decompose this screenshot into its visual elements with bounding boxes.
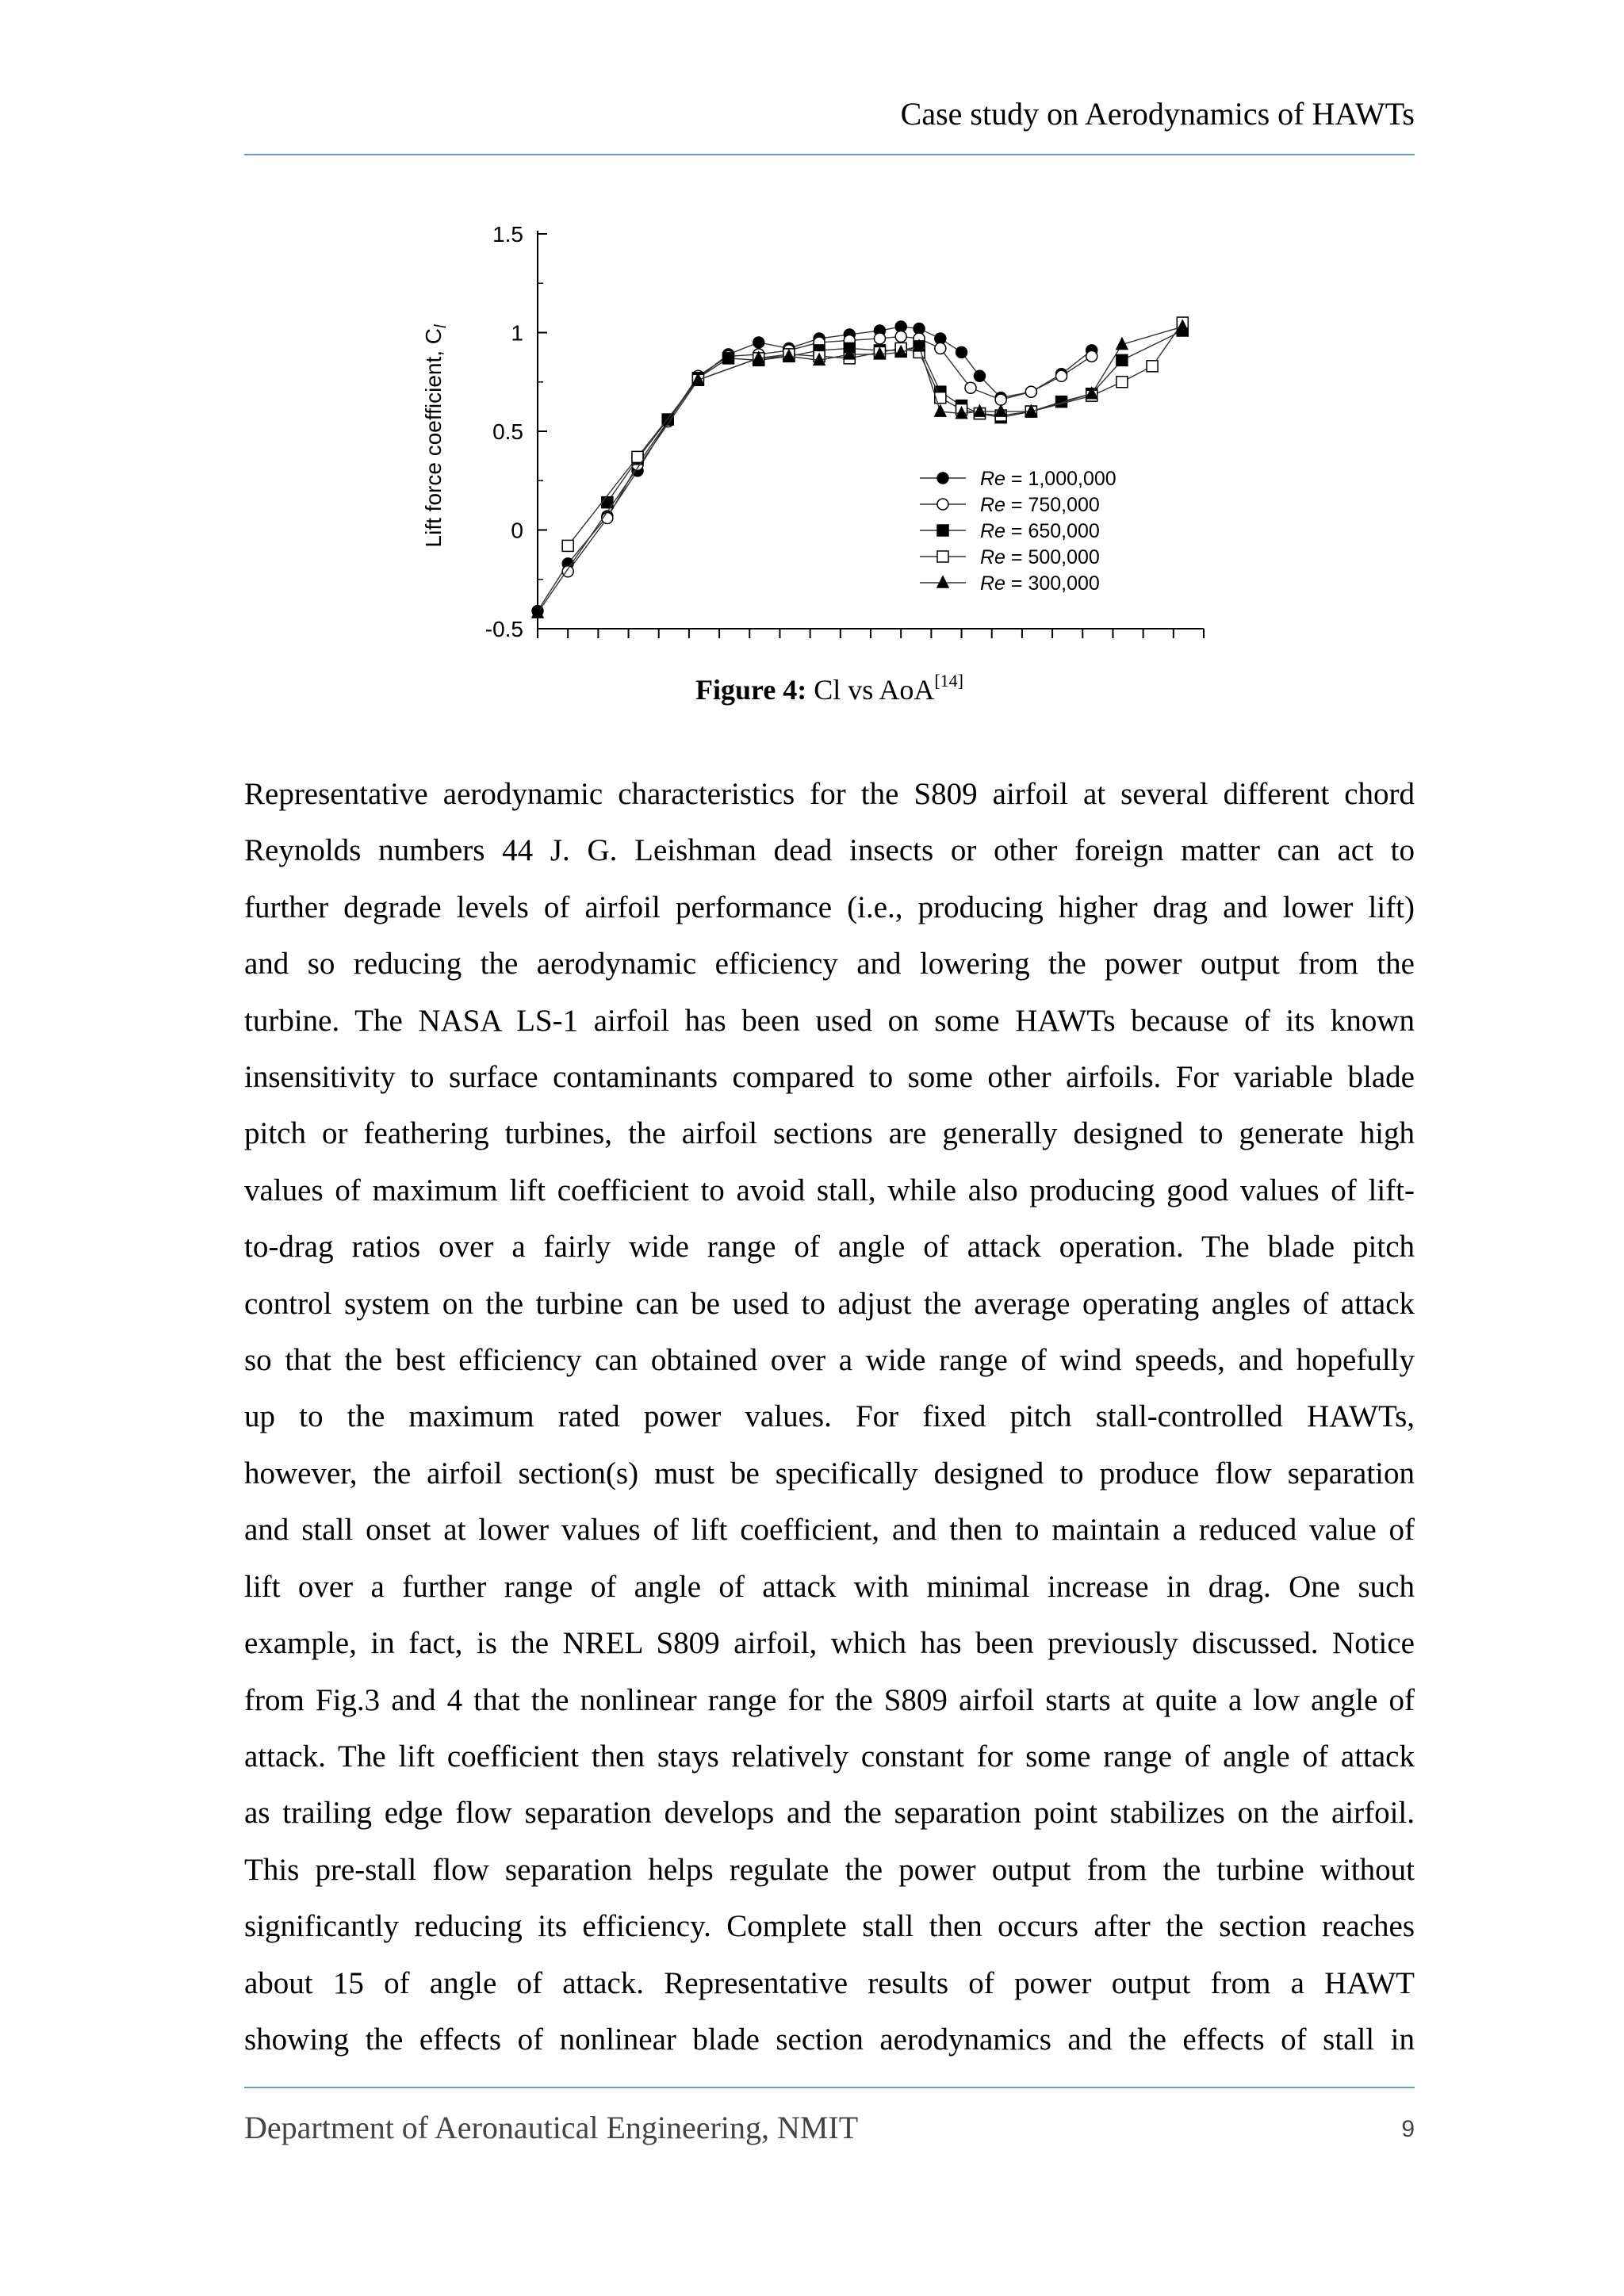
- page-number: 9: [1401, 2116, 1415, 2142]
- data-point: [937, 551, 948, 562]
- data-point: [1116, 377, 1128, 388]
- data-point: [935, 342, 946, 354]
- legend-re: Re: [980, 468, 1005, 490]
- data-point: [632, 451, 643, 462]
- data-point: [965, 382, 976, 393]
- body-line: Representative aerodynamic characteristics for the S809 airfoil at several different chord: [244, 777, 1415, 811]
- footer-department: Department of Aeronautical Engineering, NMIT: [244, 2110, 859, 2145]
- legend-entry: [980, 494, 1100, 516]
- figure-4-chart: [412, 210, 1245, 654]
- legend-value: = 300,000: [1005, 572, 1100, 595]
- body-line: however, the airfoil section(s) must be specifically designed to produce flow separation: [244, 1456, 1415, 1490]
- body-line: further degrade levels of airfoil performance (i.e., producing higher drag and lower lift): [244, 890, 1415, 924]
- legend-entry: [980, 520, 1100, 542]
- body-line: values of maximum lift coefficient to avoid stall, while also producing good values of lift-: [244, 1173, 1415, 1207]
- data-point: [895, 331, 906, 342]
- data-point: [935, 405, 946, 416]
- cl-vs-aoa-plot: [412, 210, 1245, 654]
- data-point: [956, 346, 967, 358]
- y-tick-label: 1.5: [492, 222, 523, 247]
- legend-entry: [980, 572, 1100, 595]
- body-line: control system on the turbine can be used to adjust the average operating angles of attack: [244, 1286, 1415, 1321]
- y-tick-label: 0.5: [492, 419, 523, 444]
- body-line: up to the maximum rated power values. For fixed pitch stall-controlled HAWTs,: [244, 1399, 1415, 1434]
- data-point: [1147, 361, 1158, 372]
- legend-value: = 1,000,000: [1005, 468, 1116, 490]
- body-line: attack. The lift coefficient then stays relatively constant for some range of angle of attack: [244, 1739, 1415, 1774]
- body-line: from Fig.3 and 4 that the nonlinear range for the S809 airfoil starts at quite a low angle of: [244, 1682, 1415, 1717]
- footer-divider: [244, 2087, 1415, 2088]
- legend-re: Re: [980, 572, 1005, 595]
- header-divider: [244, 154, 1415, 155]
- legend-re: Re: [980, 494, 1005, 516]
- body-line: Reynolds numbers 44 J. G. Leishman dead insects or other foreign matter can act to: [244, 833, 1415, 868]
- legend-entry: [980, 546, 1100, 568]
- y-axis-label: Lift force coefficient, $C_l$: [421, 324, 450, 548]
- chart-axes: [538, 231, 1204, 629]
- x-axis-ticks: [538, 629, 1204, 638]
- running-header: Case study on Aerodynamics of HAWTs: [900, 96, 1415, 132]
- chart-legend: [920, 468, 1116, 595]
- body-line: as trailing edge flow separation develops and the separation point stabilizes on the airfoil.: [244, 1796, 1415, 1831]
- body-line: lift over a further range of angle of attack with minimal increase in drag. One such: [244, 1569, 1415, 1604]
- data-point: [995, 394, 1006, 405]
- y-tick-label: -0.5: [485, 617, 523, 641]
- data-point: [974, 370, 985, 381]
- caption-reference: [14]: [934, 671, 963, 691]
- body-line: significantly reducing its efficiency. Complete stall then occurs after the section reaches: [244, 1909, 1415, 1944]
- legend-re: Re: [980, 520, 1005, 542]
- body-line: and so reducing the aerodynamic efficiency and lowering the power output from the: [244, 947, 1415, 982]
- body-line: This pre-stall flow separation helps regulate the power output from the turbine without: [244, 1852, 1415, 1887]
- data-point: [937, 499, 948, 510]
- data-point: [937, 525, 948, 536]
- body-line: turbine. The NASA LS-1 airfoil has been used on some HAWTs because of its known: [244, 1003, 1415, 1038]
- y-tick-label: 1: [511, 320, 523, 346]
- body-line: so that the best efficiency can obtained over a wide range of wind speeds, and hopefully: [244, 1343, 1415, 1378]
- data-point: [874, 333, 885, 344]
- data-point: [935, 392, 946, 404]
- data-point: [723, 353, 734, 364]
- body-line: showing the effects of nonlinear blade section aerodynamics and the effects of stall in: [244, 2022, 1415, 2057]
- y-tick-label: 0: [511, 518, 523, 543]
- body-line: to-drag ratios over a fairly wide range of angle of attack operation. The blade pitch: [244, 1230, 1415, 1265]
- body-line: example, in fact, is the NREL S809 airfoil, which has been previously discussed. Notice: [244, 1626, 1415, 1661]
- body-line: insensitivity to surface contaminants compared to some other airfoils. For variable blade: [244, 1060, 1415, 1095]
- legend-value: = 750,000: [1005, 494, 1100, 516]
- data-point: [1116, 354, 1128, 365]
- caption-text: Cl vs AoA: [814, 674, 935, 706]
- caption-label: Figure 4:: [695, 674, 807, 706]
- body-line: about 15 of angle of attack. Representative results of power output from a HAWT: [244, 1965, 1415, 2000]
- body-line: and stall onset at lower values of lift coefficient, and then to maintain a reduced value of: [244, 1513, 1415, 1548]
- data-point: [562, 540, 573, 551]
- data-point: [937, 473, 948, 484]
- legend-re: Re: [980, 546, 1005, 568]
- body-line: pitch or feathering turbines, the airfoil sections are generally designed to generate high: [244, 1116, 1415, 1151]
- body-paragraph: [244, 766, 1415, 2068]
- legend-value: = 500,000: [1005, 546, 1100, 568]
- legend-entry: [980, 468, 1116, 490]
- data-point: [937, 576, 948, 587]
- figure-caption: [244, 672, 1415, 707]
- data-point: [1086, 350, 1097, 362]
- data-point: [1025, 386, 1036, 397]
- data-point: [753, 337, 764, 348]
- data-point: [1056, 370, 1067, 381]
- legend-value: = 650,000: [1005, 520, 1100, 542]
